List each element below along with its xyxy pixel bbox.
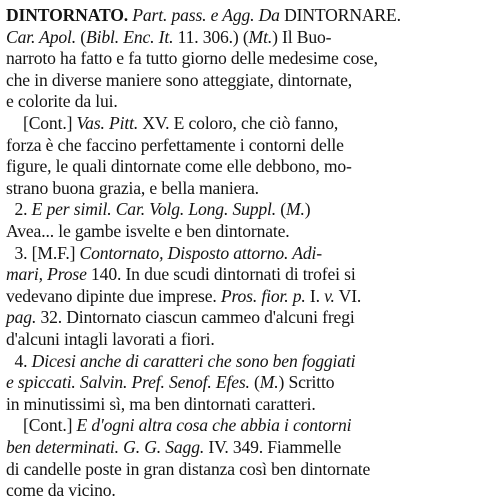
- entry-line: [6, 350, 355, 372]
- citation-text: M.: [259, 372, 279, 393]
- body-text: (: [276, 199, 286, 220]
- body-text: IV. 349. Fiammelle: [204, 437, 342, 457]
- body-text: vedevano dipinte due imprese.: [6, 285, 221, 306]
- entry-line: [6, 393, 316, 415]
- citation-text: v.: [324, 285, 335, 306]
- citation-text: Dicesi anche di caratteri che sono ben foggiati: [31, 350, 356, 371]
- citation-text: Vas. Pitt.: [76, 113, 139, 133]
- body-text: ): [304, 199, 311, 220]
- citation-text: Mt.: [248, 26, 273, 47]
- body-text: XV. E coloro, che ciò fanno,: [138, 113, 339, 133]
- body-text: (: [249, 372, 260, 393]
- citation-text: Pros. fior. p.: [220, 285, 306, 306]
- entry-line: [6, 155, 352, 177]
- cross-reference: DINTORNARE.: [284, 5, 401, 25]
- body-text: Avea... le gambe isvelte e ben dintornate.: [6, 221, 290, 241]
- entry-line: [6, 69, 352, 91]
- body-text: narroto ha fatto e fa tutto giorno delle medesime cose,: [6, 48, 378, 69]
- body-text: [Cont.]: [6, 113, 77, 133]
- body-text: 3. [M.F.]: [6, 242, 80, 263]
- body-text: (: [76, 26, 87, 47]
- entry-line: [6, 328, 215, 350]
- body-text: che in diverse maniere sono atteggiate, dintornate,: [6, 69, 353, 90]
- entry-line: [6, 436, 341, 458]
- body-text: di candelle poste in gran distanza così ben dintornate: [6, 458, 371, 479]
- entry-line: [6, 4, 401, 26]
- entry-line: [6, 177, 259, 199]
- entry-line: [6, 198, 310, 220]
- citation-text: Contornato, Disposto attorno. Adi-: [79, 242, 322, 263]
- citation-text: e spiccati. Salvin. Pref. Senof. Efes.: [6, 372, 250, 393]
- body-text: [Cont.]: [6, 415, 77, 436]
- citation-text: E d'ogni altra cosa che abbia i contorni: [76, 415, 352, 436]
- entry-line: [6, 242, 322, 264]
- body-text: strano buona grazia, e bella maniera.: [6, 177, 259, 198]
- entry-line: [6, 306, 355, 328]
- entry-line: [6, 479, 116, 501]
- entry-line: [6, 220, 290, 242]
- citation-text: Part. pass. e Agg. Da: [128, 5, 285, 25]
- body-text: d'alcuni intagli lavorati a fiori.: [6, 329, 215, 349]
- body-text: ) Scritto: [278, 372, 335, 393]
- body-text: e colorite da lui.: [6, 91, 118, 112]
- citation-text: mari, Prose: [6, 264, 87, 285]
- body-text: 140. In due scudi dintornati di trofei si: [86, 264, 356, 285]
- citation-text: Bibl. Enc. It.: [86, 26, 174, 47]
- citation-text: E per simil. Car. Volg. Long. Suppl.: [31, 199, 277, 220]
- citation-text: M.: [285, 199, 305, 220]
- entry-line: [6, 371, 334, 393]
- body-text: I.: [305, 285, 325, 306]
- entry-line: [6, 90, 118, 112]
- entry-line: [6, 112, 338, 134]
- body-text: 11. 306.) (: [173, 26, 249, 47]
- body-text: 2.: [6, 199, 32, 220]
- body-text: 32. Dintornato ciascun cammeo d'alcuni fregi: [36, 307, 355, 328]
- entry-line: [6, 414, 351, 436]
- entry-line: [6, 285, 361, 307]
- entry-line: [6, 26, 331, 48]
- entry-line: [6, 458, 370, 480]
- entry-line: [6, 263, 356, 285]
- body-text: VI.: [334, 285, 362, 306]
- headword: DINTORNATO.: [6, 5, 129, 25]
- citation-text: pag.: [6, 307, 37, 328]
- body-text: ) Il Buo-: [272, 26, 332, 47]
- body-text: in minutissimi sì, ma ben dintornati caratteri.: [6, 393, 316, 414]
- body-text: figure, le quali dintornate come elle debbono, mo-: [6, 156, 352, 177]
- body-text: forza è che faccino perfettamente i contorni delle: [6, 134, 344, 155]
- entry-line: [6, 47, 378, 69]
- entry-line: [6, 134, 344, 156]
- citation-text: ben determinati. G. G. Sagg.: [6, 437, 205, 457]
- citation-text: Car. Apol.: [6, 26, 77, 47]
- body-text: come da vicino.: [6, 480, 116, 501]
- body-text: 4.: [6, 350, 32, 371]
